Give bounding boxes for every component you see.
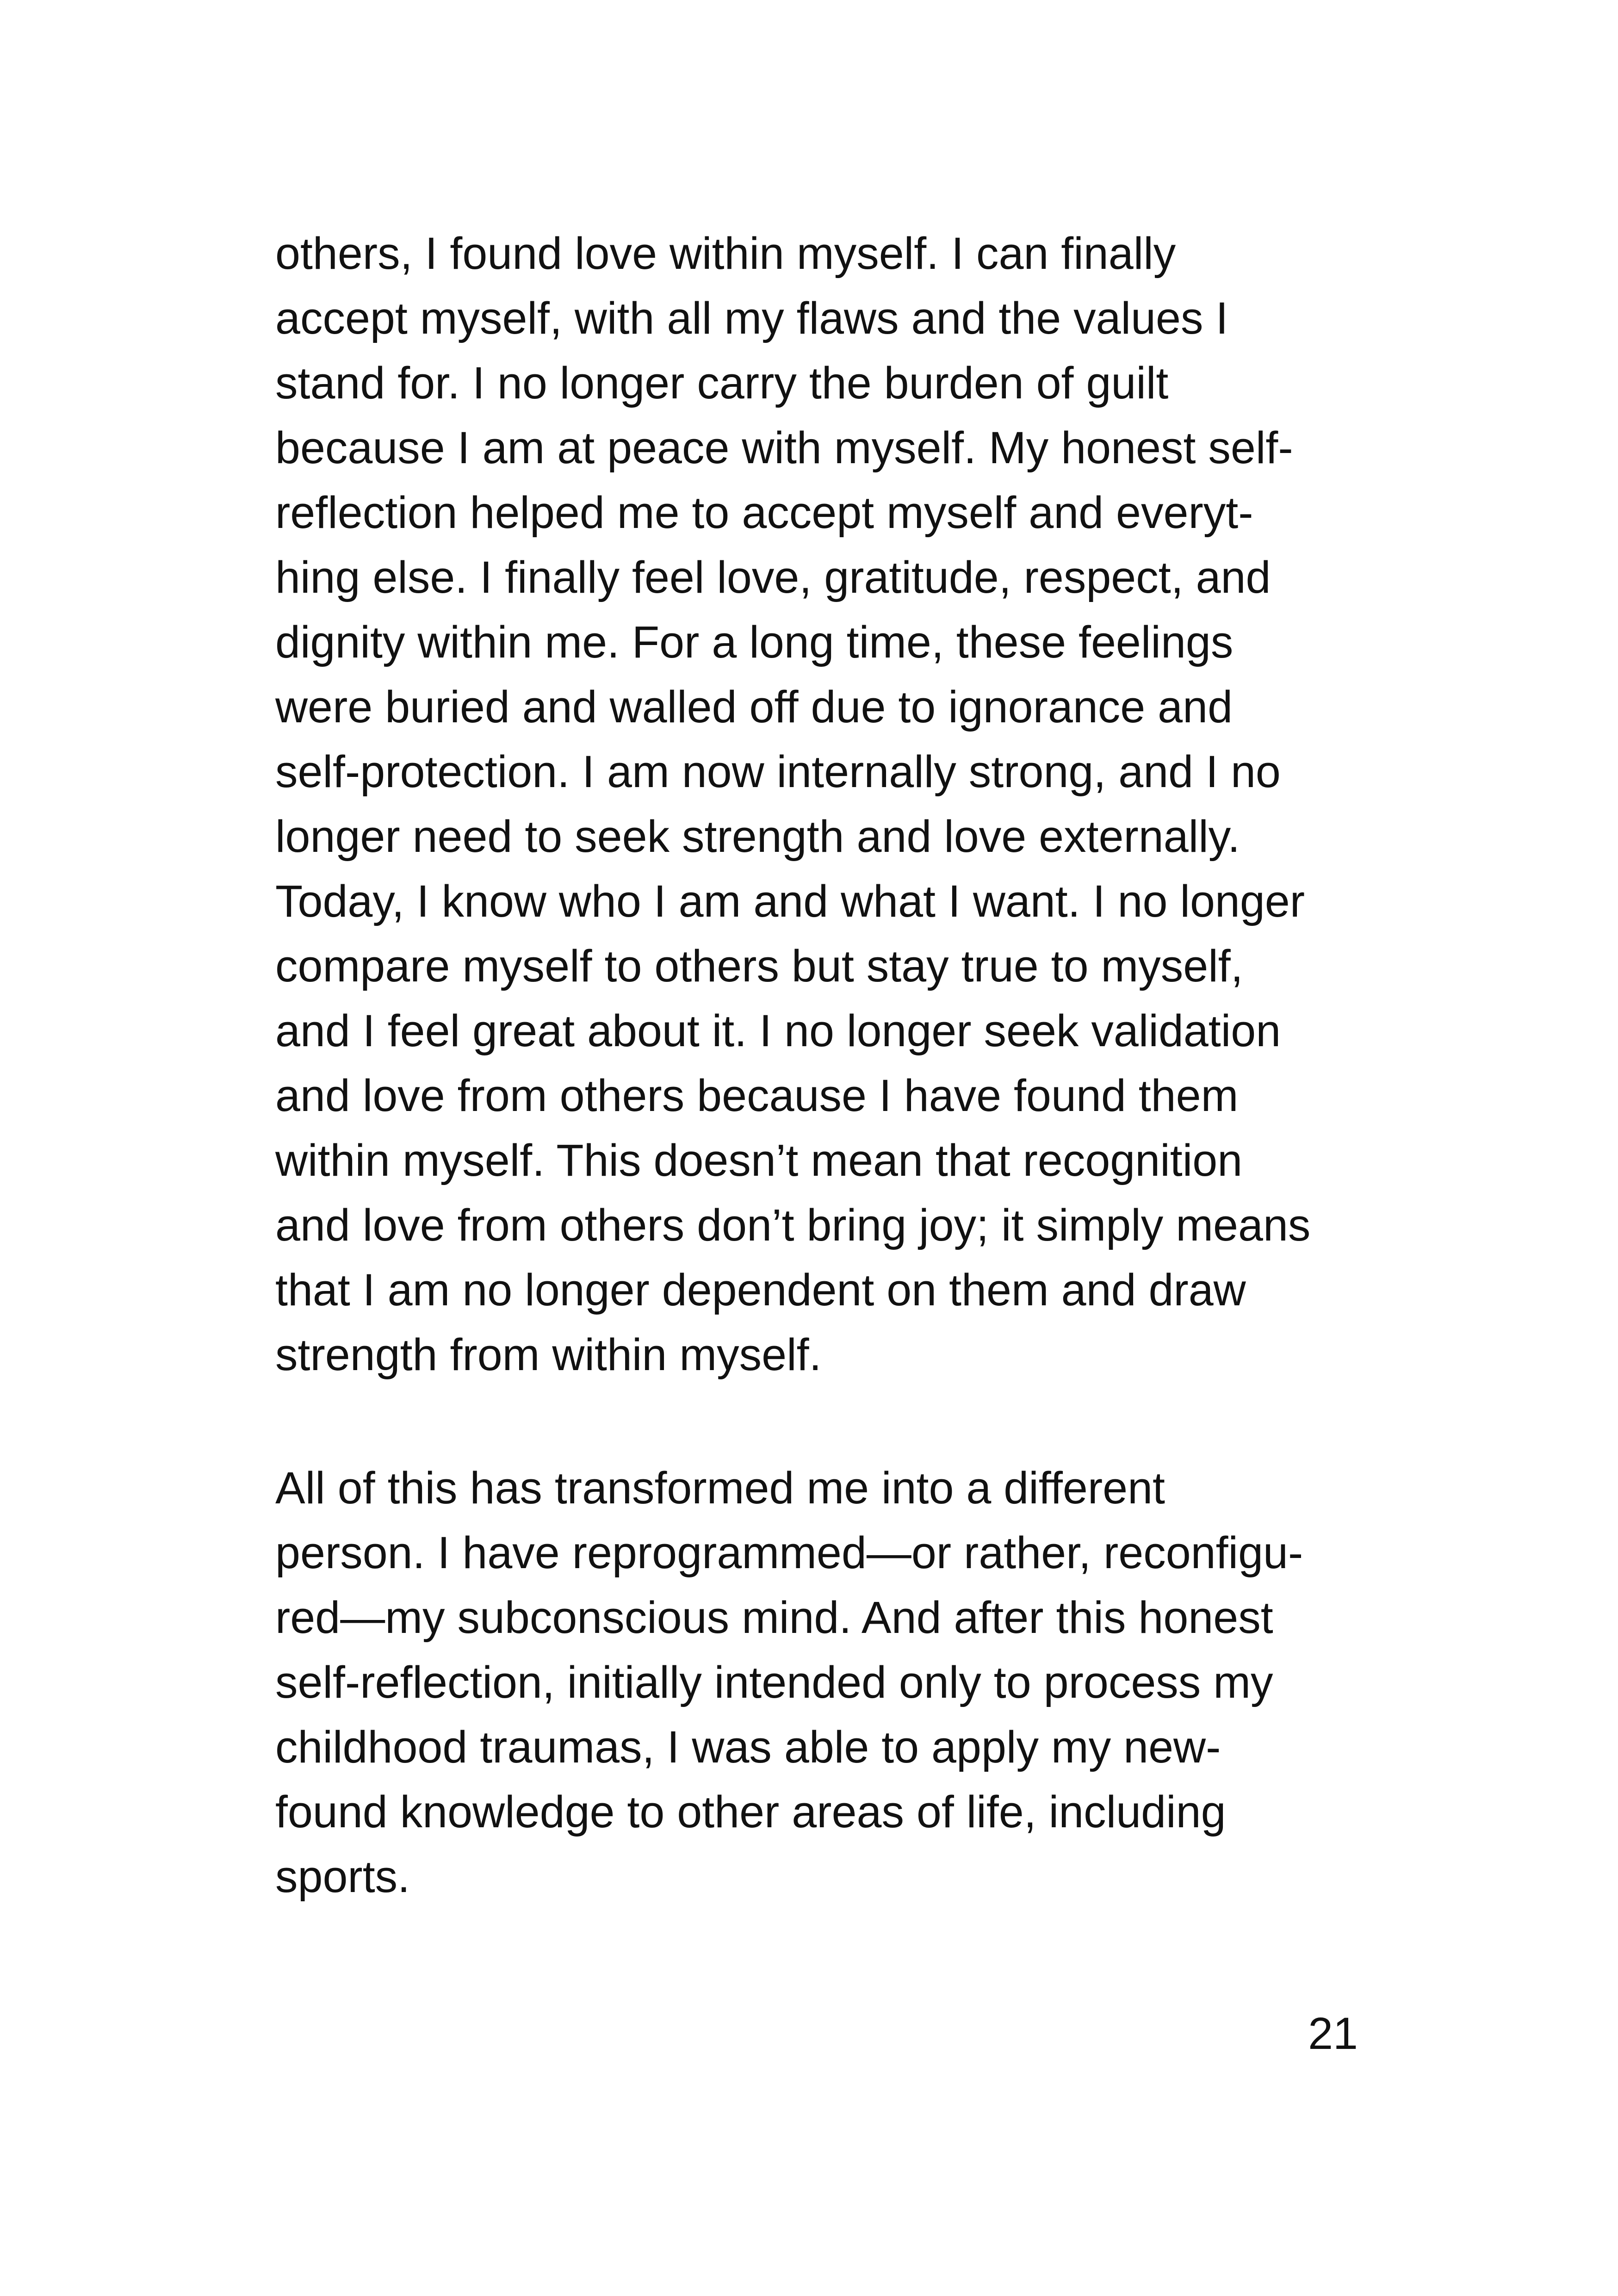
text-line: All of this has transformed me into a different	[275, 1463, 1165, 1513]
text-line: found knowledge to other areas of life, including	[275, 1787, 1226, 1837]
text-line: hing else. I finally feel love, gratitude, respect, and	[275, 552, 1271, 602]
text-line: were buried and walled off due to ignorance and	[275, 682, 1233, 732]
text-line: self-reflection, initially intended only to process my	[275, 1657, 1273, 1707]
text-line: accept myself, with all my flaws and the values I	[275, 293, 1228, 343]
text-line: compare myself to others but stay true to myself,	[275, 941, 1243, 991]
text-line: red—my subconscious mind. And after this honest	[275, 1592, 1273, 1643]
text-line: and love from others because I have found them	[275, 1070, 1239, 1121]
page-number: 21	[1308, 2008, 1358, 2059]
text-line: longer need to seek strength and love externally.	[275, 811, 1240, 862]
text-line: strength from within myself.	[275, 1329, 822, 1380]
text-line: reflection helped me to accept myself and everyt-	[275, 487, 1253, 538]
text-line: stand for. I no longer carry the burden of guilt	[275, 358, 1169, 408]
text-line: person. I have reprogrammed—or rather, reconfigu-	[275, 1527, 1303, 1578]
text-line: and I feel great about it. I no longer seek validation	[275, 1005, 1281, 1056]
text-line: dignity within me. For a long time, these feelings	[275, 617, 1234, 667]
text-line: others, I found love within myself. I can finally	[275, 228, 1176, 279]
text-line: Today, I know who I am and what I want. I no longer	[275, 876, 1305, 926]
paragraph-1	[275, 221, 1358, 1387]
text-line: because I am at peace with myself. My honest self-	[275, 422, 1293, 473]
text-line: and love from others don’t bring joy; it simply means	[275, 1200, 1311, 1250]
text-line: childhood traumas, I was able to apply my new-	[275, 1722, 1221, 1772]
text-line: sports.	[275, 1851, 410, 1902]
text-line: self-protection. I am now internally strong, and I no	[275, 746, 1281, 797]
text-line: that I am no longer dependent on them and draw	[275, 1265, 1246, 1315]
paragraph-2	[275, 1456, 1358, 1909]
text-line: within myself. This doesn’t mean that recognition	[275, 1135, 1243, 1185]
